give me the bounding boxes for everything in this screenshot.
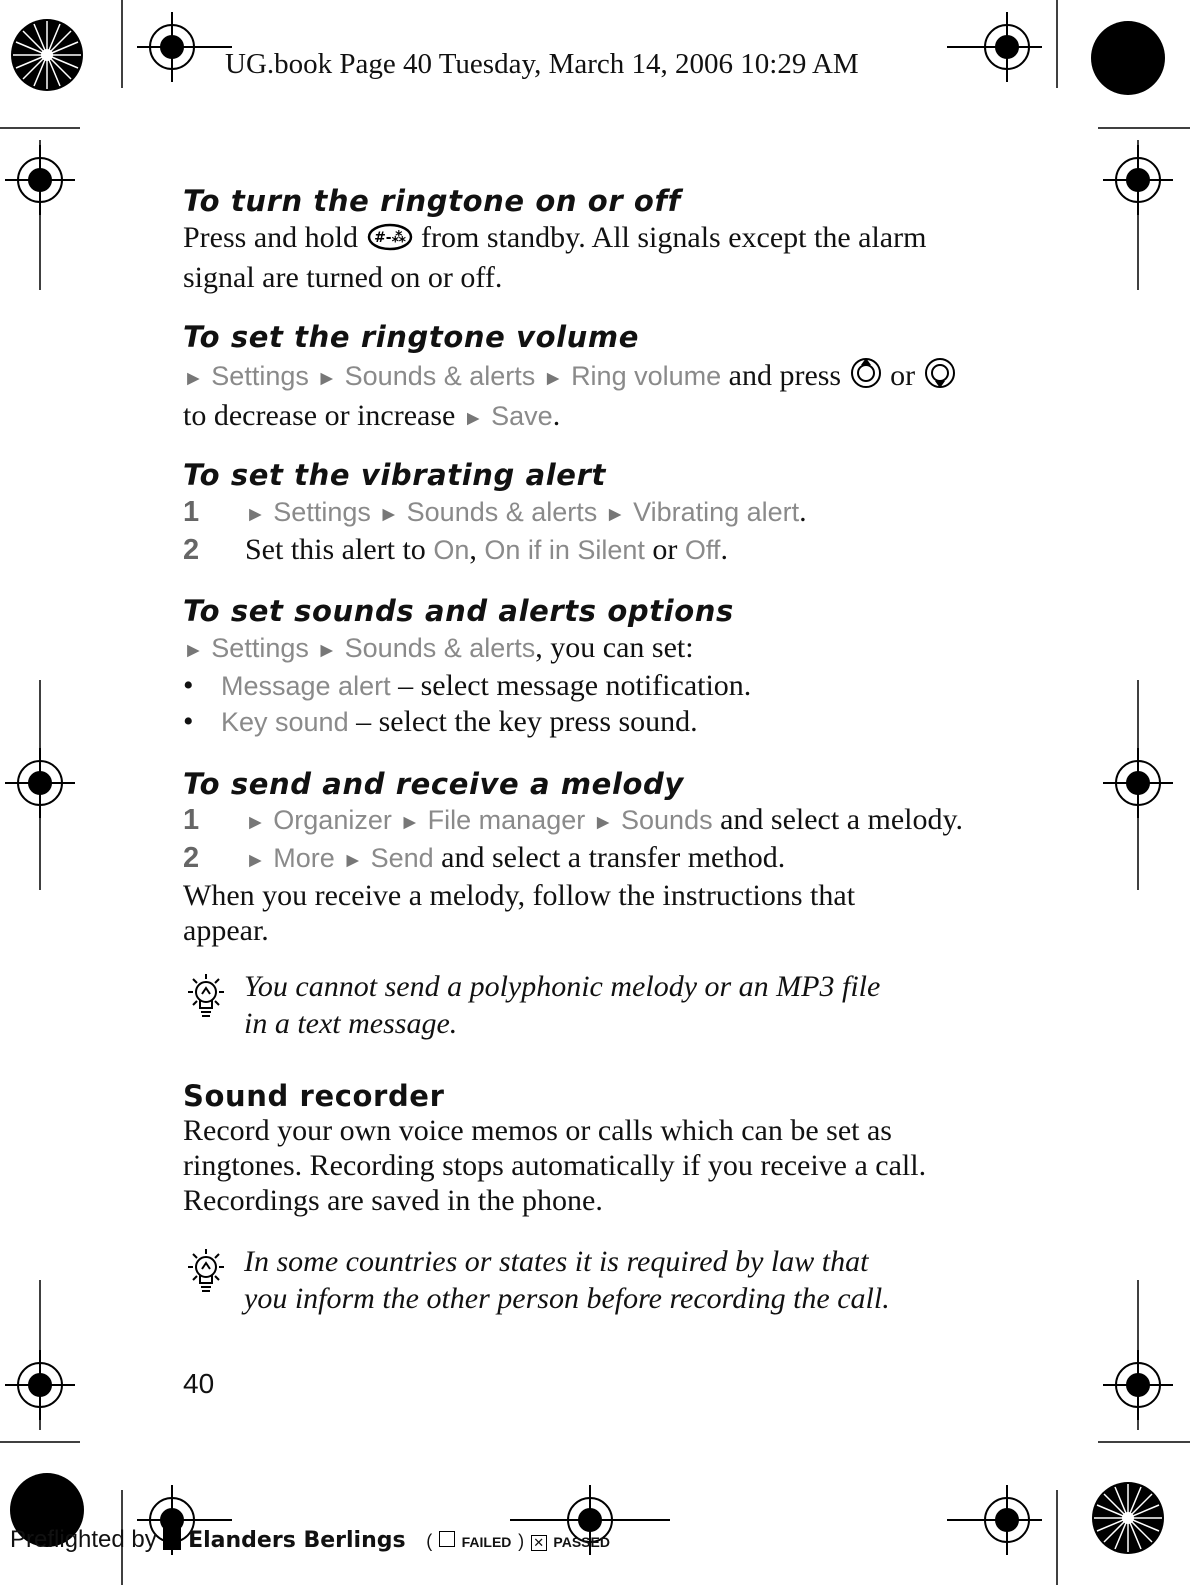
bullet: •	[183, 669, 194, 702]
menu-sounds-alerts: Sounds & alerts	[344, 361, 536, 391]
bullet: •	[183, 705, 194, 738]
step-number: 2	[183, 534, 200, 566]
tip-recording-law: In some countries or states it is required by law that you inform the other person before recording the call.	[244, 1245, 890, 1315]
heading-sound-recorder: Sound recorder	[183, 1079, 445, 1113]
menu-settings: Settings	[211, 361, 309, 391]
menu-send: Send	[370, 843, 434, 873]
heading-sounds-alerts-options: To set sounds and alerts options	[183, 594, 734, 628]
arrow-icon: ►	[378, 502, 400, 526]
arrow-icon: ►	[245, 502, 266, 526]
heading-vibrating-alert: To set the vibrating alert	[183, 458, 606, 492]
arrow-icon: ►	[604, 502, 626, 526]
arrow-icon: ►	[592, 810, 614, 834]
arrow-icon: ►	[342, 848, 364, 872]
brand-name: Elanders Berlings	[188, 1528, 406, 1553]
arrow-icon: ►	[245, 810, 266, 834]
failed-label: FAILED	[461, 1534, 512, 1550]
option-on: On	[433, 535, 470, 565]
arrow-icon: ►	[399, 810, 421, 834]
page-number: 40	[183, 1368, 215, 1399]
preflight-footer: Preflighted by Elanders Berlings ( FAILED ) ✕ PASSED	[10, 1526, 610, 1553]
lightbulb-icon	[180, 1245, 232, 1302]
menu-settings: Settings	[273, 497, 371, 527]
svg-text:#-⁂: #-⁂	[373, 230, 406, 246]
passed-checkbox-icon: ✕	[531, 1535, 547, 1551]
step-number: 1	[183, 496, 200, 528]
step-number: 2	[183, 842, 200, 874]
option-key-sound: Key sound	[221, 707, 349, 737]
arrow-icon: ►	[542, 366, 564, 390]
print-header: UG.book Page 40 Tuesday, March 14, 2006 10:29 AM	[225, 48, 859, 80]
heading-ringtone-on-off: To turn the ringtone on or off	[183, 184, 681, 218]
arrow-icon: ►	[316, 366, 338, 390]
paragraph-sounds-alerts-options: ► Settings ► Sounds & alerts, you can set: • Message alert – select message notification. • Key sound – select the key press sound.	[183, 631, 752, 738]
nav-down-key-icon	[923, 356, 957, 398]
menu-ring-volume: Ring volume	[571, 361, 722, 391]
menu-settings: Settings	[211, 633, 309, 663]
menu-sounds: Sounds	[621, 805, 713, 835]
menu-file-manager: File manager	[427, 805, 586, 835]
menu-save: Save	[491, 401, 553, 431]
arrow-icon: ►	[462, 406, 484, 430]
arrow-icon: ►	[183, 366, 204, 390]
heading-ringtone-volume: To set the ringtone volume	[183, 320, 639, 354]
menu-sounds-alerts: Sounds & alerts	[406, 497, 598, 527]
arrow-icon: ►	[183, 638, 204, 662]
menu-more: More	[273, 843, 335, 873]
failed-checkbox-icon	[439, 1531, 455, 1547]
lightbulb-icon	[180, 970, 232, 1027]
menu-vibrating-alert: Vibrating alert	[633, 497, 800, 527]
paragraph-sound-recorder: Record your own voice memos or calls which can be set as ringtones. Recording stops automatically if you receive a call. Recordings are saved in the phone.	[183, 1114, 927, 1217]
elanders-logo-icon	[163, 1528, 181, 1550]
nav-up-key-icon	[849, 356, 883, 398]
steps-send-receive-melody: 1 ► Organizer ► File manager ► Sounds and select a melody. 2 ► More ► Send and select a transfer method. When you receive a melody, follow the instructions that appear.	[183, 803, 964, 947]
option-on-if-silent: On if in Silent	[484, 535, 645, 565]
hash-key-icon	[366, 222, 414, 260]
menu-organizer: Organizer	[273, 805, 392, 835]
paragraph-ringtone-volume: ► Settings ► Sounds & alerts ► Ring volume and press or to decrease or increase ► Save.	[183, 356, 957, 436]
steps-vibrating-alert: 1 ► Settings ► Sounds & alerts ► Vibrating alert. 2 Set this alert to On, On if in Silent or Off.	[183, 495, 807, 566]
arrow-icon: ►	[316, 638, 338, 662]
option-message-alert: Message alert	[221, 671, 391, 701]
menu-sounds-alerts: Sounds & alerts	[344, 633, 536, 663]
heading-send-receive-melody: To send and receive a melody	[183, 767, 684, 801]
arrow-icon: ►	[245, 848, 266, 872]
option-off: Off	[684, 535, 721, 565]
tip-polyphonic-melody: You cannot send a polyphonic melody or an MP3 file in a text message.	[244, 970, 881, 1040]
step-number: 1	[183, 804, 200, 836]
paragraph-ringtone-on-off: Press and hold #-⁂ from standby. All signals except the alarm signal are turned on or off.	[183, 221, 927, 294]
passed-label: PASSED	[553, 1534, 610, 1550]
